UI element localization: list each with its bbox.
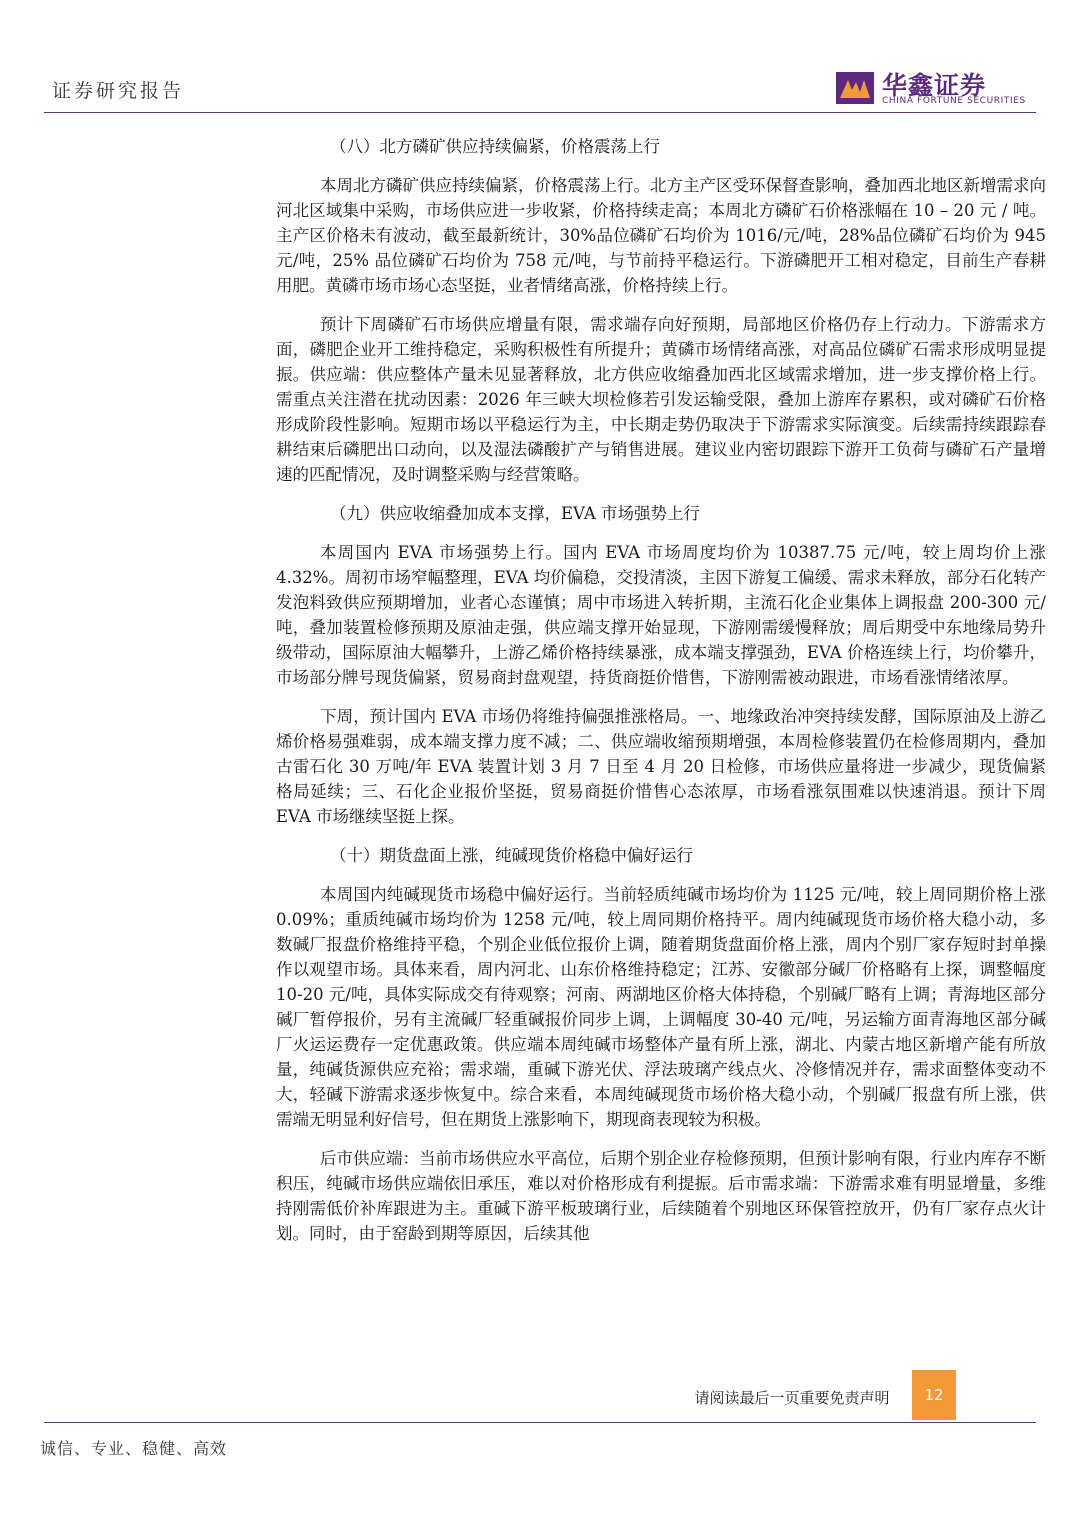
header-divider	[44, 112, 1036, 113]
paragraph: 本周国内 EVA 市场强势上行。国内 EVA 市场周度均价为 10387.75 元/吨，较上周均价上涨 4.32%。周初市场窄幅整理，EVA 均价偏稳，交投清淡，主因下游复工偏缓、需求未释放，部分石化转产发泡料致供应预期增加，业者心态谨慎；周中市场进入转折期，主流石化企业集体上调报盘 200-300 元/吨，叠加装置检修预期及原油走强，供应端支撑开始显现，下游刚需缓慢释放；周后期受中东地缘局势升级带动，国际原油大幅攀升，上游乙烯价格持续暴涨，成本端支撑强劲，EVA 价格连续上行，均价攀升，市场部分牌号现货偏紧，贸易商封盘观望，持货商挺价惜售，下游刚需被动跟进，市场看涨情绪浓厚。	[276, 543, 1046, 687]
brand-logo	[836, 66, 1036, 110]
section-heading: （十）期货盘面上涨，纯碱现货价格稳中偏好运行	[330, 846, 693, 865]
paragraph: 预计下周磷矿石市场供应增量有限，需求端存向好预期，局部地区价格仍存上行动力。下游需求方面，磷肥企业开工维持稳定，采购积极性有所提升；黄磷市场情绪高涨，对高品位磷矿石需求形成明显提振。供应端：供应整体产量未见显著释放，北方供应收缩叠加西北区域需求增加，进一步支撑价格上行。需重点关注潜在扰动因素：2026 年三峡大坝检修若引发运输受限，叠加上游库存累积，或对磷矿石价格形成阶段性影响。短期市场以平稳运行为主，中长期走势仍取决于下游需求实际演变。后续需持续跟踪春耕结束后磷肥出口动向，以及湿法磷酸扩产与销售进展。建议业内密切跟踪下游开工负荷与磷矿石产量增速的匹配情况，及时调整采购与经营策略。	[276, 315, 1046, 484]
section-heading: （九）供应收缩叠加成本支撑，EVA 市场强势上行	[330, 504, 701, 523]
logo-mark-icon	[836, 72, 874, 104]
paragraph: 下周，预计国内 EVA 市场仍将维持偏强推涨格局。一、地缘政治冲突持续发酵，国际原油及上游乙烯价格易强难弱，成本端支撑力度不减；二、供应端收缩预期增强，本周检修装置仍在检修周期内，叠加古雷石化 30 万吨/年 EVA 装置计划 3 月 7 日至 4 月 20 日检修，市场供应量将进一步减少，现货偏紧格局延续；三、石化企业报价坚挺，贸易商挺价惜售心态浓厚，市场看涨氛围难以快速消退。预计下周 EVA 市场继续坚挺上探。	[276, 707, 1046, 826]
section-8	[276, 134, 1046, 487]
logo-english-name: CHINA FORTUNE SECURITIES	[882, 96, 1026, 106]
section-9	[276, 501, 1046, 829]
paragraph: 本周国内纯碱现货市场稳中偏好运行。当前轻质纯碱市场均价为 1125 元/吨，较上周同期价格上涨 0.09%；重质纯碱市场均价为 1258 元/吨，较上周同期价格持平。周内纯碱现货市场价格大稳小动，多数碱厂报盘价格维持平稳，个别企业低位报价上调，随着期货盘面价格上涨，周内个别厂家存短时封单操作以观望市场。具体来看，周内河北、山东价格维持稳定；江苏、安徽部分碱厂价格略有上探，调整幅度 10-20 元/吨，具体实际成交有待观察；河南、两湖地区价格大体持稳，个别碱厂略有上调；青海地区部分碱厂暂停报价，另有主流碱厂轻重碱报价同步上调，上调幅度 30-40 元/吨，另运输方面青海地区部分碱厂火运运费存一定优惠政策。供应端本周纯碱市场整体产量有所上涨，湖北、内蒙古地区新增产能有所放量，纯碱货源供应充裕；需求端，重碱下游光伏、浮法玻璃产线点火、冷修情况并存，需求面整体变动不大，轻碱下游需求逐步恢复中。综合来看，本周纯碱现货市场价格大稳小动，个别碱厂报盘有所上涨，供需端无明显利好信号，但在期货上涨影响下，期现商表现较为积极。	[276, 885, 1046, 1129]
footer-motto: 诚信、专业、稳健、高效	[40, 1439, 228, 1458]
page-number-badge: 12	[912, 1370, 956, 1420]
paragraph: 本周北方磷矿供应持续偏紧，价格震荡上行。北方主产区受环保督查影响，叠加西北地区新增需求向河北区域集中采购，市场供应进一步收紧，价格持续走高；本周北方磷矿石价格涨幅在 10 – 20 元 / 吨。主产区价格未有波动，截至最新统计，30%品位磷矿石均价为 1016/元/吨，28%品位磷矿石均价为 945 元/吨，25% 品位磷矿石均价为 758 元/吨，与节前持平稳运行。下游磷肥开工相对稳定，目前生产春耕用肥。黄磷市场市场心态坚挺，业者情绪高涨，价格持续上行。	[276, 176, 1046, 295]
disclaimer-link[interactable]: 请阅读最后一页重要免责声明	[694, 1389, 890, 1407]
section-heading: （八）北方磷矿供应持续偏紧，价格震荡上行	[330, 137, 660, 156]
header-label: 证券研究报告	[52, 80, 185, 102]
report-body	[276, 134, 1046, 1260]
logo-chinese-name: 华鑫证券	[882, 71, 987, 100]
footer-divider	[44, 1422, 1036, 1423]
paragraph: 后市供应端：当前市场供应水平高位，后期个别企业存检修预期，但预计影响有限，行业内库存不断积压，纯碱市场供应端依旧承压，难以对价格形成有利提振。后市需求端：下游需求难有明显增量，多维持刚需低价补库跟进为主。重碱下游平板玻璃行业，后续随着个别地区环保管控放开，仍有厂家存点火计划。同时，由于窑龄到期等原因，后续其他	[276, 1149, 1046, 1243]
section-10	[276, 843, 1046, 1246]
